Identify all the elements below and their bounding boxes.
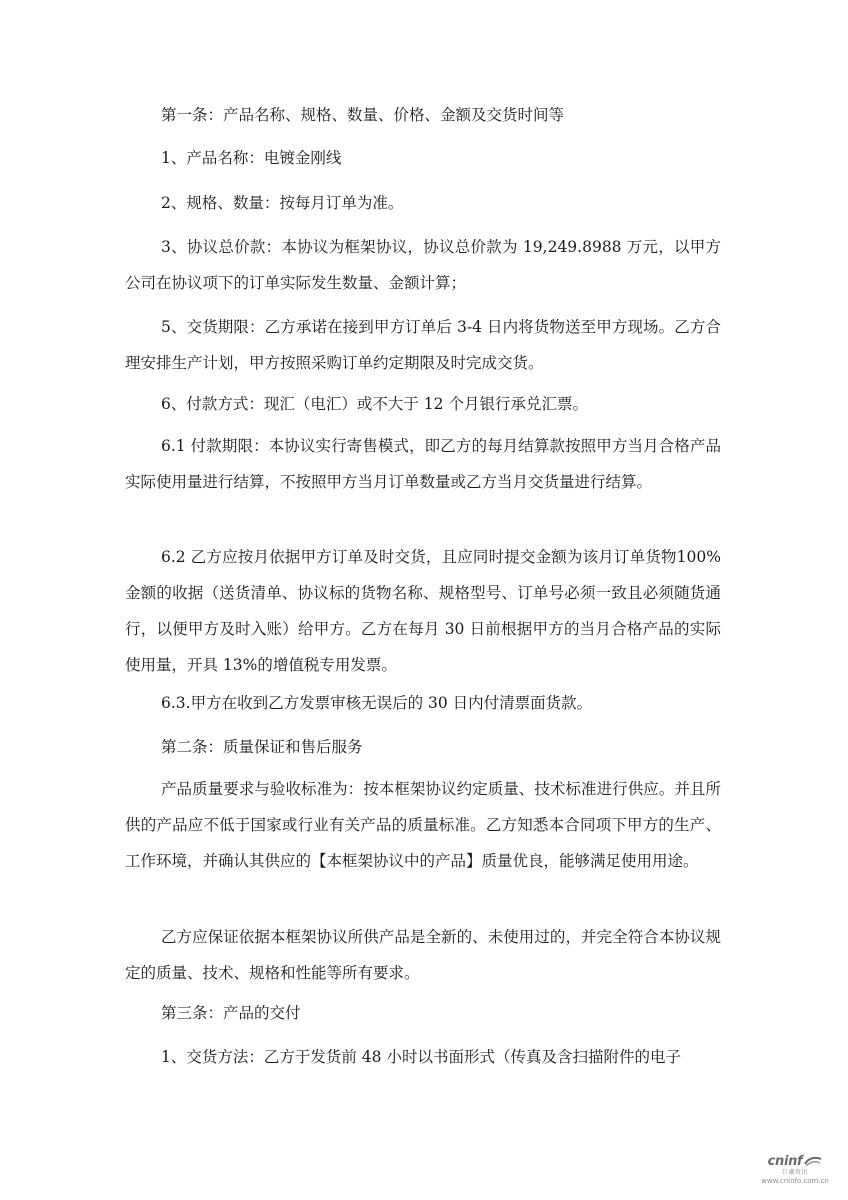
cninfo-logo — [756, 1154, 834, 1169]
cninfo-subtitle: 巨潮资讯 — [781, 1169, 808, 1176]
quality-standard-clause: 产品质量要求与验收标准为：按本框架协议约定质量、技术标准进行供应。并且所供的产品应不低于国家或行业有关产品的质量标准。乙方知悉本合同项下甲方的生产、工作环境，并确认其供应的【本框架协议中的产品】质量优良，能够满足使用用途。 — [125, 780, 721, 870]
article-3-heading: 第三条：产品的交付 — [161, 1004, 301, 1022]
article-2-heading: 第二条：质量保证和售后服务 — [161, 738, 363, 756]
cninfo-url: www.cninfo.com.cn — [761, 1177, 829, 1185]
spec-quantity-clause: 2、规格、数量：按每月订单为准。 — [161, 194, 404, 212]
product-name-clause: 1、产品名称：电镀金刚线 — [161, 149, 342, 167]
cninfo-watermark — [756, 1154, 834, 1186]
delivery-period-clause: 5、交货期限：乙方承诺在接到甲方订单后 3-4 日内将货物送至甲方现场。乙方合理安排生产计划，甲方按照采购订单约定期限及时完成交货。 — [125, 318, 721, 372]
payment-term-clause: 6.1 付款期限：本协议实行寄售模式，即乙方的每月结算款按照甲方当月合格产品实际使用量进行结算，不按照甲方当月订单数量或乙方当月交货量进行结算。 — [125, 437, 721, 491]
payment-settlement-clause: 6.3.甲方在收到乙方发票审核无误后的 30 日内付清票面货款。 — [161, 694, 593, 712]
delivery-method-clause: 1、交货方法：乙方于发货前 48 小时以书面形式（传真及含扫描附件的电子 — [161, 1048, 681, 1066]
article-1-heading: 第一条：产品名称、规格、数量、价格、金额及交货时间等 — [161, 106, 565, 124]
cninfo-logo-text: cninf — [767, 1154, 803, 1169]
total-price-clause: 3、协议总价款：本协议为框架协议，协议总价款为 19,249.8988 万元，以甲方公司在协议项下的订单实际发生数量、金额计算； — [125, 238, 721, 292]
swoosh-icon — [804, 1156, 822, 1167]
product-warranty-clause: 乙方应保证依据本框架协议所供产品是全新的、未使用过的，并完全符合本协议规定的质量、技术、规格和性能等所有要求。 — [125, 928, 721, 982]
invoice-receipt-clause: 6.2 乙方应按月依据甲方订单及时交货，且应同时提交金额为该月订单货物100%金额的收据（送货清单、协议标的货物名称、规格型号、订单号必须一致且必须随货通行，以便甲方及时入账）给甲方。乙方在每月 30 日前根据甲方的当月合格产品的实际使用量，开具 13%的增值税专用发票。 — [125, 548, 721, 674]
payment-method-clause: 6、付款方式：现汇（电汇）或不大于 12 个月银行承兑汇票。 — [161, 395, 588, 413]
